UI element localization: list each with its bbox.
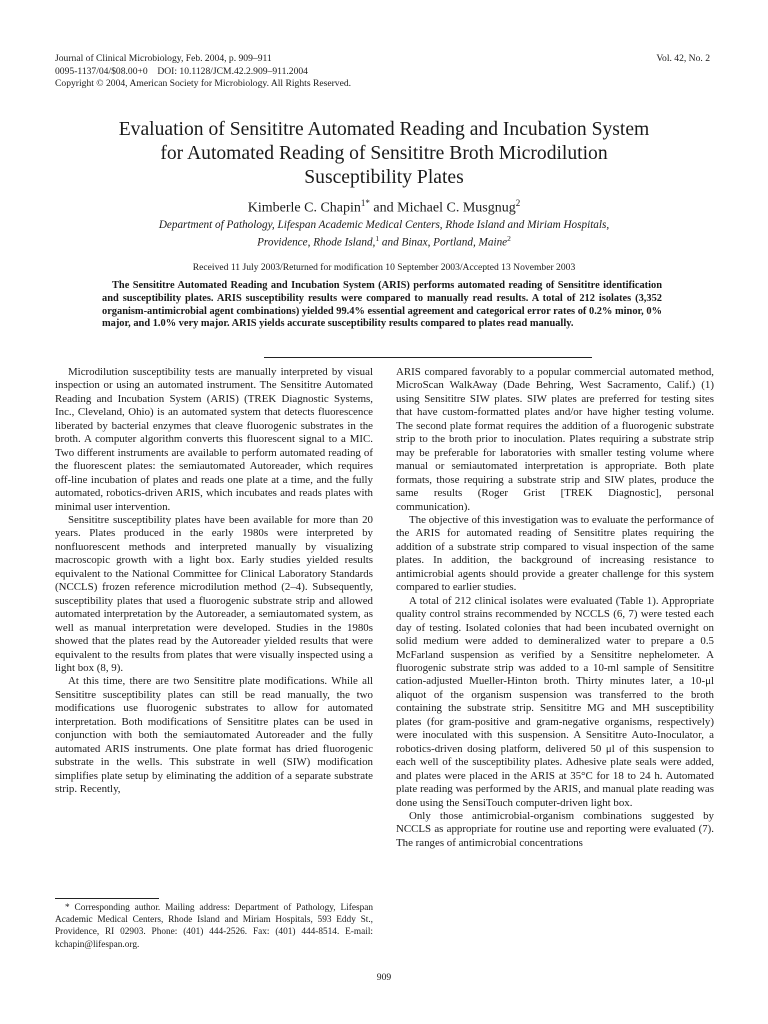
title-line: Susceptibility Plates [304, 167, 464, 188]
author-name: Kimberle C. Chapin [247, 200, 361, 216]
abstract: The Sensititre Automated Reading and Incubation System (ARIS) performs automated reading of Sensititre identification and susceptibility plates. ARIS susceptibility results were compared to manually read results. A total of 212 isolates (3,352 organism-antimicrobial agent combinations) yielded 99.4% essential agreement and categorical error rates of 0.2% minor, 0% major, and 1.0% very major. ARIS yields accurate susceptibility results compared to plates read manually. [102, 280, 662, 330]
affiliation-mark: 2 [507, 234, 511, 244]
running-header [55, 53, 351, 91]
author-mark: 1* [360, 198, 370, 208]
body-column-left [55, 366, 373, 797]
article-title [40, 118, 728, 190]
title-line: for Automated Reading of Sensititre Broth Microdilution [160, 143, 608, 164]
abstract-divider [264, 357, 592, 358]
volume-issue: Vol. 42, No. 2 [656, 53, 710, 64]
author-joiner: and [369, 200, 398, 216]
journal-line: Journal of Clinical Microbiology, Feb. 2004, p. 909–911 [55, 53, 272, 64]
body-paragraph: At this time, there are two Sensititre plate modifications. While all Sensititre susceptibility plates can still be read manually, the two modifications use fluorogenic substrates to allow for automated interpretation. Both modifications of Sensititre plates can be used in conjunction with both the semiautomated Autoreader and the fully automated ARIS instruments. One plate format has dried fluorogenic substrate in the wells. This substrate in well (SIW) modification simplifies plate setup by eliminating the addition of a separate substrate strip. Recently, [55, 675, 373, 796]
affiliation-line [60, 232, 708, 250]
body-paragraph: A total of 212 clinical isolates were evaluated (Table 1). Appropriate quality control strains recommended by NCCLS (6, 7) were tested each day of testing. Isolated colonies that had been incubated overnight on solid medium were added to demineralized water to prepare a 0.5 McFarland suspension as verified by a Sensititre nephelometer. A fluorogenic substrate strip was added to a 10-ml sample of Sensititre cation-adjusted Mueller-Hinton broth. Thirty minutes later, a 10-μl aliquot of the organism suspension was transferred to the broth containing the substrate strip. Sensititre MG and MH susceptibility plates (for gram-positive and gram-negative organisms, respectively) were inoculated with this suspension. A Sensititre Auto-Inoculator, a robotics-driven dosing platform, delivered 50 μl of this suspension to each well of the susceptibility plates. Adhesive plate seals were added, and plates were placed in the ARIS at 35°C for 18 to 24 h. Automated plate reading was performed by the ARIS, and manual plate reading was done using the SensiTouch computer-driven light box. [396, 594, 714, 809]
received-dates: Received 11 July 2003/Returned for modification 10 September 2003/Accepted 13 November 2003 [192, 262, 576, 273]
corresponding-author-footnote: * Corresponding author. Mailing address: Department of Pathology, Lifespan Academic Medical Centers, Rhode Island and Miriam Hospitals, 593 Eddy St., Providence, RI 02903. Phone: (401) 444-2526. Fax: (401) 444-8514. E-mail: kchapin@lifespan.org. [55, 903, 373, 950]
issn-doi-line: 0095-1137/04/$08.00+0 DOI: 10.1128/JCM.42.2.909–911.2004 [55, 65, 308, 77]
copyright-line: Copyright © 2004, American Society for Microbiology. All Rights Reserved. [55, 78, 352, 90]
body-paragraph: Only those antimicrobial-organism combinations suggested by NCCLS as appropriate for routine use and reporting were evaluated (7). The ranges of antimicrobial concentrations [396, 809, 714, 849]
affiliation-text: and Binax, Portland, Maine [379, 237, 508, 250]
affiliations [60, 218, 708, 251]
footnote-divider [55, 898, 159, 899]
body-column-right [396, 366, 714, 850]
body-paragraph: ARIS compared favorably to a popular commercial automated method, MicroScan WalkAway (Dade Behring, West Sacramento, Calif.) (1) using Sensititre SIW plates. SIW plates are preferred for testing sites that have custom-formatted plates and/or have higher testing volume. The second plate format requires the addition of a fluorogenic substrate strip to the broth prior to inoculation. Plates requiring a substrate strip may be preferable for laboratories with smaller testing volume where manual or semiautomated interpretation is appropriate. Both plate formats, those requiring a substrate strip and SIW plates, produce the same results (Roger Grist [TREK Diagnostic], personal communication). [396, 366, 714, 513]
affiliation-line: Department of Pathology, Lifespan Academic Medical Centers, Rhode Island and Miriam Hospitals, [158, 219, 610, 231]
author-name: Michael C. Musgnug [397, 200, 516, 216]
author-mark: 2 [515, 198, 521, 208]
page-number: 909 [376, 972, 392, 983]
title-line: Evaluation of Sensititre Automated Reading and Incubation System [118, 119, 650, 140]
body-paragraph: Sensititre susceptibility plates have been available for more than 20 years. Plates produced in the early 1980s were interpreted by nonfluorescent methods and interpreted manually by visualizing macroscopic growth with a light box. Early studies yielded results equivalent to the National Committee for Clinical Laboratory Standards (NCCLS) frozen reference microdilution method (2–4). Subsequently, susceptibility plates that used a fluorogenic substrate strip and allowed automated interpretation by the Autoreader, a semiautomated system, as well as manual interpretation were developed. Studies in the 1980s showed that the plates read by the Autoreader yielded results that were equivalent to the results from plates that were visually inspected using a light box (8, 9). [55, 513, 373, 674]
body-paragraph: The objective of this investigation was to evaluate the performance of the ARIS for automated reading of Sensititre plates requiring the addition of a substrate strip compared to visual inspection of the same plates. In addition, the background of increasing resistance to antimicrobial agents should provide a greater challenge for this system compared to earlier studies. [396, 513, 714, 594]
affiliation-mark: 1 [375, 234, 380, 244]
body-paragraph: Microdilution susceptibility tests are manually interpreted by visual inspection or using an automated instrument. The Sensititre Automated Reading and Incubation System (ARIS) (TREK Diagnostic Systems, Inc., Cleveland, Ohio) is an automated system that detects fluorescence liberated by bacterial enzymes that cleave fluorogenic substrates in the broth. A computer algorithm converts this fluorescent signal to a MIC. Two different instruments are available to perform automated reading of the fluorescent plates: the semiautomated Autoreader, which requires off-line incubation of plates and reads one plate at a time, and the fully automated, robotics-driven ARIS, which incubates and reads plates with minimal user intervention. [55, 366, 373, 513]
affiliation-text: Providence, Rhode Island, [257, 237, 376, 250]
author-list [0, 194, 768, 218]
